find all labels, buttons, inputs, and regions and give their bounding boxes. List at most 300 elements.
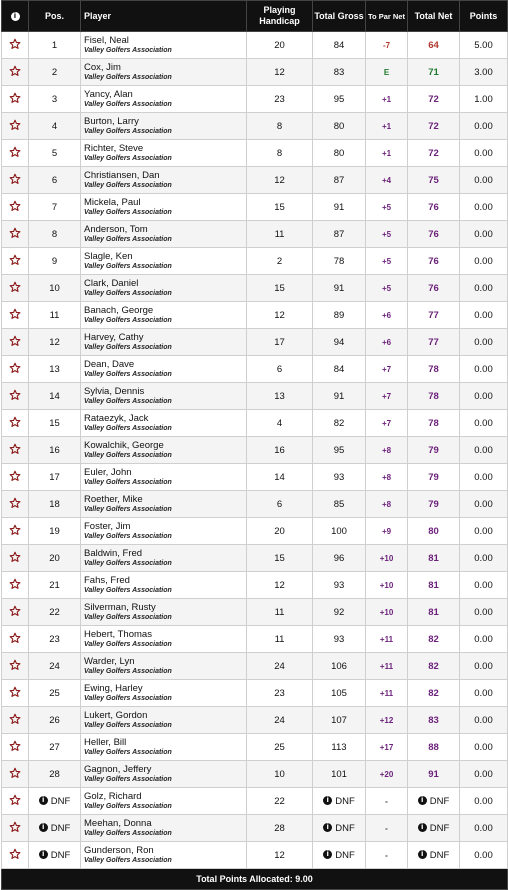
player-name[interactable]: Kowalchik, George	[84, 439, 164, 451]
player-name[interactable]: Baldwin, Fred	[84, 547, 143, 559]
star-icon[interactable]	[9, 555, 21, 566]
player-cell	[81, 545, 247, 572]
player-name[interactable]: Silverman, Rusty	[84, 601, 156, 613]
player-name[interactable]: Gunderson, Ron	[84, 844, 154, 856]
star-icon[interactable]	[9, 798, 21, 809]
position-cell: 9	[29, 248, 81, 275]
points-cell: 0.00	[460, 707, 508, 734]
star-icon[interactable]	[9, 609, 21, 620]
player-association: Valley Golfers Association	[84, 370, 172, 378]
handicap-cell: 10	[247, 761, 313, 788]
player-name[interactable]: Burton, Larry	[84, 115, 139, 127]
star-icon[interactable]	[9, 42, 21, 53]
favorite-cell[interactable]	[2, 545, 29, 572]
gross-cell: 85	[313, 491, 366, 518]
gross-cell: 107	[313, 707, 366, 734]
favorite-cell[interactable]	[2, 491, 29, 518]
points-cell: 0.00	[460, 194, 508, 221]
points-cell: 1.00	[460, 86, 508, 113]
net-cell: 81	[408, 572, 460, 599]
table-row	[2, 383, 508, 410]
topar-cell: +7	[366, 410, 408, 437]
points-cell: 0.00	[460, 788, 508, 815]
favorite-cell[interactable]	[2, 734, 29, 761]
player-association: Valley Golfers Association	[84, 505, 172, 513]
player-name[interactable]: Hebert, Thomas	[84, 628, 152, 640]
gross-cell	[313, 788, 366, 815]
table-row	[2, 32, 508, 59]
gross-cell-text: DNF	[335, 795, 355, 807]
table-row	[2, 464, 508, 491]
favorite-cell[interactable]	[2, 599, 29, 626]
position-cell: 8	[29, 221, 81, 248]
info-icon[interactable]: i	[418, 850, 427, 859]
player-name[interactable]: Richter, Steve	[84, 142, 144, 154]
star-icon[interactable]	[9, 771, 21, 782]
player-cell	[81, 329, 247, 356]
star-icon[interactable]	[9, 582, 21, 593]
handicap-cell: 23	[247, 86, 313, 113]
favorite-cell[interactable]	[2, 167, 29, 194]
net-cell: 91	[408, 761, 460, 788]
position-cell: 28	[29, 761, 81, 788]
table-row	[2, 734, 508, 761]
handicap-cell: 11	[247, 221, 313, 248]
star-icon[interactable]	[9, 96, 21, 107]
info-icon[interactable]: i	[418, 823, 427, 832]
player-association: Valley Golfers Association	[84, 397, 172, 405]
info-icon[interactable]: i	[323, 850, 332, 859]
player-name[interactable]: Ewing, Harley	[84, 682, 143, 694]
star-icon[interactable]	[9, 312, 21, 323]
favorite-cell[interactable]	[2, 329, 29, 356]
handicap-cell: 20	[247, 32, 313, 59]
handicap-cell: 23	[247, 680, 313, 707]
handicap-cell: 20	[247, 518, 313, 545]
position-cell: 13	[29, 356, 81, 383]
net-cell: 79	[408, 464, 460, 491]
net-cell: 82	[408, 653, 460, 680]
topar-cell: +11	[366, 653, 408, 680]
player-cell	[81, 761, 247, 788]
star-icon[interactable]	[9, 690, 21, 701]
table-row	[2, 815, 508, 842]
table-row	[2, 491, 508, 518]
net-cell: 75	[408, 167, 460, 194]
handicap-cell: 28	[247, 815, 313, 842]
player-name[interactable]: Golz, Richard	[84, 790, 142, 802]
favorite-cell[interactable]	[2, 707, 29, 734]
net-cell: 72	[408, 113, 460, 140]
player-name[interactable]: Harvey, Cathy	[84, 331, 144, 343]
net-cell: 88	[408, 734, 460, 761]
info-icon[interactable]: i	[323, 796, 332, 805]
position-cell: 17	[29, 464, 81, 491]
leaderboard-table	[1, 0, 508, 890]
footer-row	[2, 869, 508, 890]
player-association: Valley Golfers Association	[84, 802, 172, 810]
favorite-cell[interactable]	[2, 194, 29, 221]
net-cell: 83	[408, 707, 460, 734]
star-icon[interactable]	[9, 636, 21, 647]
net-cell: 81	[408, 545, 460, 572]
net-cell: 82	[408, 680, 460, 707]
favorite-cell[interactable]	[2, 302, 29, 329]
player-name[interactable]: Yancy, Alan	[84, 88, 133, 100]
favorite-cell[interactable]	[2, 815, 29, 842]
topar-cell: -	[366, 815, 408, 842]
net-cell: 77	[408, 329, 460, 356]
player-name[interactable]: Meehan, Donna	[84, 817, 152, 829]
player-name[interactable]: Rataezyk, Jack	[84, 412, 149, 424]
table-row	[2, 707, 508, 734]
info-icon[interactable]: i	[323, 823, 332, 832]
handicap-cell: 17	[247, 329, 313, 356]
player-association: Valley Golfers Association	[84, 424, 172, 432]
favorite-cell[interactable]	[2, 383, 29, 410]
gross-cell	[313, 842, 366, 869]
favorite-cell[interactable]	[2, 626, 29, 653]
table-row	[2, 167, 508, 194]
points-cell: 0.00	[460, 383, 508, 410]
info-icon[interactable]: i	[39, 796, 48, 805]
player-name[interactable]: Slagle, Ken	[84, 250, 133, 262]
points-cell: 0.00	[460, 302, 508, 329]
points-cell: 0.00	[460, 356, 508, 383]
star-icon[interactable]	[9, 177, 21, 188]
player-name[interactable]: Mickela, Paul	[84, 196, 141, 208]
player-association: Valley Golfers Association	[84, 235, 172, 243]
net-cell: 79	[408, 491, 460, 518]
player-association: Valley Golfers Association	[84, 613, 172, 621]
topar-cell: +8	[366, 437, 408, 464]
player-cell	[81, 707, 247, 734]
player-association: Valley Golfers Association	[84, 640, 172, 648]
star-icon[interactable]	[9, 285, 21, 296]
player-cell	[81, 275, 247, 302]
player-name[interactable]: Warder, Lyn	[84, 655, 135, 667]
player-name[interactable]: Heller, Bill	[84, 736, 127, 748]
player-name[interactable]: Sylvia, Dennis	[84, 385, 145, 397]
player-association: Valley Golfers Association	[84, 478, 172, 486]
star-icon[interactable]	[9, 150, 21, 161]
player-cell	[81, 680, 247, 707]
position-cell: 23	[29, 626, 81, 653]
position-cell: 15	[29, 410, 81, 437]
table-row	[2, 410, 508, 437]
player-cell	[81, 653, 247, 680]
info-icon[interactable]: i	[11, 12, 20, 21]
table-row	[2, 113, 508, 140]
player-association: Valley Golfers Association	[84, 46, 172, 54]
favorite-cell[interactable]	[2, 788, 29, 815]
handicap-cell: 15	[247, 194, 313, 221]
handicap-cell: 8	[247, 113, 313, 140]
position-cell: 10	[29, 275, 81, 302]
gross-cell: 93	[313, 626, 366, 653]
handicap-cell: 12	[247, 842, 313, 869]
player-association: Valley Golfers Association	[84, 856, 172, 864]
favorite-cell[interactable]	[2, 572, 29, 599]
net-cell: 72	[408, 86, 460, 113]
player-cell	[81, 599, 247, 626]
gross-cell: 91	[313, 383, 366, 410]
header-net[interactable]: Total Net	[408, 1, 460, 32]
net-cell: 77	[408, 302, 460, 329]
player-name[interactable]: Anderson, Tom	[84, 223, 148, 235]
points-cell: 0.00	[460, 275, 508, 302]
handicap-cell: 24	[247, 653, 313, 680]
player-cell	[81, 518, 247, 545]
favorite-cell[interactable]	[2, 59, 29, 86]
points-cell: 0.00	[460, 815, 508, 842]
position-cell-text: DNF	[50, 822, 71, 834]
points-cell: 0.00	[460, 140, 508, 167]
handicap-cell: 25	[247, 734, 313, 761]
topar-cell: +5	[366, 275, 408, 302]
topar-cell: +6	[366, 329, 408, 356]
star-icon[interactable]	[9, 528, 21, 539]
star-icon[interactable]	[9, 366, 21, 377]
handicap-cell: 24	[247, 707, 313, 734]
topar-cell: +20	[366, 761, 408, 788]
player-name[interactable]: Lukert, Gordon	[84, 709, 148, 721]
star-icon[interactable]	[9, 501, 21, 512]
player-association: Valley Golfers Association	[84, 451, 172, 459]
table-row	[2, 140, 508, 167]
favorite-cell[interactable]	[2, 518, 29, 545]
table-row	[2, 761, 508, 788]
favorite-cell[interactable]	[2, 32, 29, 59]
handicap-cell: 8	[247, 140, 313, 167]
favorite-cell[interactable]	[2, 221, 29, 248]
gross-cell: 100	[313, 518, 366, 545]
player-association: Valley Golfers Association	[84, 262, 172, 270]
star-icon[interactable]	[9, 474, 21, 485]
header-gross[interactable]: Total Gross	[313, 1, 366, 32]
player-association: Valley Golfers Association	[84, 208, 172, 216]
player-cell	[81, 221, 247, 248]
topar-cell: +1	[366, 86, 408, 113]
header-handicap[interactable]: Playing Handicap	[247, 1, 313, 32]
star-icon[interactable]	[9, 339, 21, 350]
player-name[interactable]: Fisel, Neal	[84, 34, 129, 46]
star-icon[interactable]	[9, 852, 21, 863]
net-cell	[408, 788, 460, 815]
star-icon[interactable]	[9, 69, 21, 80]
topar-cell: +1	[366, 140, 408, 167]
star-icon[interactable]	[9, 420, 21, 431]
gross-cell: 83	[313, 59, 366, 86]
gross-cell: 106	[313, 653, 366, 680]
player-name[interactable]: Gagnon, Jeffery	[84, 763, 152, 775]
player-name[interactable]: Euler, John	[84, 466, 132, 478]
player-association: Valley Golfers Association	[84, 775, 172, 783]
header-player[interactable]: Player	[81, 1, 247, 32]
player-cell	[81, 410, 247, 437]
points-cell: 0.00	[460, 221, 508, 248]
topar-cell: +10	[366, 599, 408, 626]
star-icon[interactable]	[9, 744, 21, 755]
player-name[interactable]: Clark, Daniel	[84, 277, 139, 289]
header-pos[interactable]: Pos.	[29, 1, 81, 32]
table-row	[2, 86, 508, 113]
topar-cell: +8	[366, 491, 408, 518]
favorite-cell[interactable]	[2, 86, 29, 113]
points-cell: 0.00	[460, 734, 508, 761]
table-row	[2, 545, 508, 572]
handicap-cell: 12	[247, 302, 313, 329]
net-cell: 78	[408, 356, 460, 383]
player-cell	[81, 86, 247, 113]
topar-cell: +8	[366, 464, 408, 491]
star-icon[interactable]	[9, 663, 21, 674]
gross-cell: 87	[313, 221, 366, 248]
gross-cell: 93	[313, 572, 366, 599]
points-cell: 0.00	[460, 410, 508, 437]
player-cell	[81, 437, 247, 464]
gross-cell: 91	[313, 275, 366, 302]
topar-cell: -	[366, 788, 408, 815]
table-row	[2, 626, 508, 653]
topar-cell: +6	[366, 302, 408, 329]
favorite-cell[interactable]	[2, 113, 29, 140]
star-icon[interactable]	[9, 123, 21, 134]
net-cell: 72	[408, 140, 460, 167]
player-association: Valley Golfers Association	[84, 586, 172, 594]
points-cell: 0.00	[460, 167, 508, 194]
player-cell	[81, 572, 247, 599]
player-association: Valley Golfers Association	[84, 721, 172, 729]
topar-cell: +7	[366, 356, 408, 383]
player-association: Valley Golfers Association	[84, 748, 172, 756]
gross-cell: 95	[313, 86, 366, 113]
player-name[interactable]: Dean, Dave	[84, 358, 135, 370]
player-name[interactable]: Fahs, Fred	[84, 574, 130, 586]
favorite-cell[interactable]	[2, 356, 29, 383]
player-cell	[81, 140, 247, 167]
player-cell	[81, 167, 247, 194]
net-cell: 76	[408, 194, 460, 221]
gross-cell: 101	[313, 761, 366, 788]
topar-cell: +4	[366, 167, 408, 194]
favorite-cell[interactable]	[2, 842, 29, 869]
favorite-cell[interactable]	[2, 761, 29, 788]
topar-cell: +10	[366, 572, 408, 599]
gross-cell: 94	[313, 329, 366, 356]
topar-cell: +5	[366, 221, 408, 248]
header-points[interactable]: Points	[460, 1, 508, 32]
gross-cell: 89	[313, 302, 366, 329]
player-cell	[81, 59, 247, 86]
position-cell: 4	[29, 113, 81, 140]
header-info[interactable]	[2, 1, 29, 32]
points-cell: 0.00	[460, 518, 508, 545]
position-cell-text: DNF	[50, 849, 71, 861]
star-icon[interactable]	[9, 825, 21, 836]
favorite-cell[interactable]	[2, 410, 29, 437]
net-cell: 78	[408, 410, 460, 437]
points-cell: 0.00	[460, 680, 508, 707]
favorite-cell[interactable]	[2, 680, 29, 707]
star-icon[interactable]	[9, 393, 21, 404]
position-cell: 2	[29, 59, 81, 86]
position-cell: 26	[29, 707, 81, 734]
info-icon[interactable]: i	[418, 796, 427, 805]
star-icon[interactable]	[9, 231, 21, 242]
handicap-cell: 11	[247, 626, 313, 653]
info-icon[interactable]: i	[39, 823, 48, 832]
player-name[interactable]: Roether, Mike	[84, 493, 143, 505]
player-cell	[81, 302, 247, 329]
player-name[interactable]: Foster, Jim	[84, 520, 131, 532]
player-association: Valley Golfers Association	[84, 316, 172, 324]
favorite-cell[interactable]	[2, 275, 29, 302]
table-row	[2, 842, 508, 869]
star-icon[interactable]	[9, 717, 21, 728]
net-cell: 76	[408, 221, 460, 248]
table-row	[2, 518, 508, 545]
position-cell-text: DNF	[50, 795, 71, 807]
points-cell: 0.00	[460, 113, 508, 140]
topar-cell: +11	[366, 626, 408, 653]
star-icon[interactable]	[9, 258, 21, 269]
player-name[interactable]: Banach, George	[84, 304, 154, 316]
points-cell: 0.00	[460, 437, 508, 464]
table-row	[2, 356, 508, 383]
net-cell-text: DNF	[429, 822, 450, 834]
favorite-cell[interactable]	[2, 653, 29, 680]
player-cell	[81, 626, 247, 653]
gross-cell: 113	[313, 734, 366, 761]
handicap-cell: 2	[247, 248, 313, 275]
handicap-cell: 12	[247, 167, 313, 194]
position-cell	[29, 788, 81, 815]
points-cell: 0.00	[460, 599, 508, 626]
gross-cell: 92	[313, 599, 366, 626]
total-points: Total Points Allocated: 9.00	[2, 869, 508, 890]
favorite-cell[interactable]	[2, 437, 29, 464]
points-cell: 5.00	[460, 32, 508, 59]
topar-cell: +10	[366, 545, 408, 572]
favorite-cell[interactable]	[2, 248, 29, 275]
favorite-cell[interactable]	[2, 140, 29, 167]
points-cell: 0.00	[460, 545, 508, 572]
header-row	[2, 1, 508, 32]
position-cell: 6	[29, 167, 81, 194]
favorite-cell[interactable]	[2, 464, 29, 491]
star-icon[interactable]	[9, 204, 21, 215]
player-association: Valley Golfers Association	[84, 667, 172, 675]
gross-cell: 84	[313, 32, 366, 59]
info-icon[interactable]: i	[39, 850, 48, 859]
player-association: Valley Golfers Association	[84, 559, 172, 567]
star-icon[interactable]	[9, 447, 21, 458]
topar-cell: +11	[366, 680, 408, 707]
net-cell: 76	[408, 248, 460, 275]
player-association: Valley Golfers Association	[84, 343, 172, 351]
topar-cell: +17	[366, 734, 408, 761]
player-name[interactable]: Cox, Jim	[84, 61, 121, 73]
position-cell: 19	[29, 518, 81, 545]
player-association: Valley Golfers Association	[84, 829, 172, 837]
header-topar[interactable]: To Par Net	[366, 1, 408, 32]
topar-cell: +9	[366, 518, 408, 545]
table-row	[2, 788, 508, 815]
player-name[interactable]: Christiansen, Dan	[84, 169, 160, 181]
position-cell	[29, 815, 81, 842]
handicap-cell: 12	[247, 572, 313, 599]
